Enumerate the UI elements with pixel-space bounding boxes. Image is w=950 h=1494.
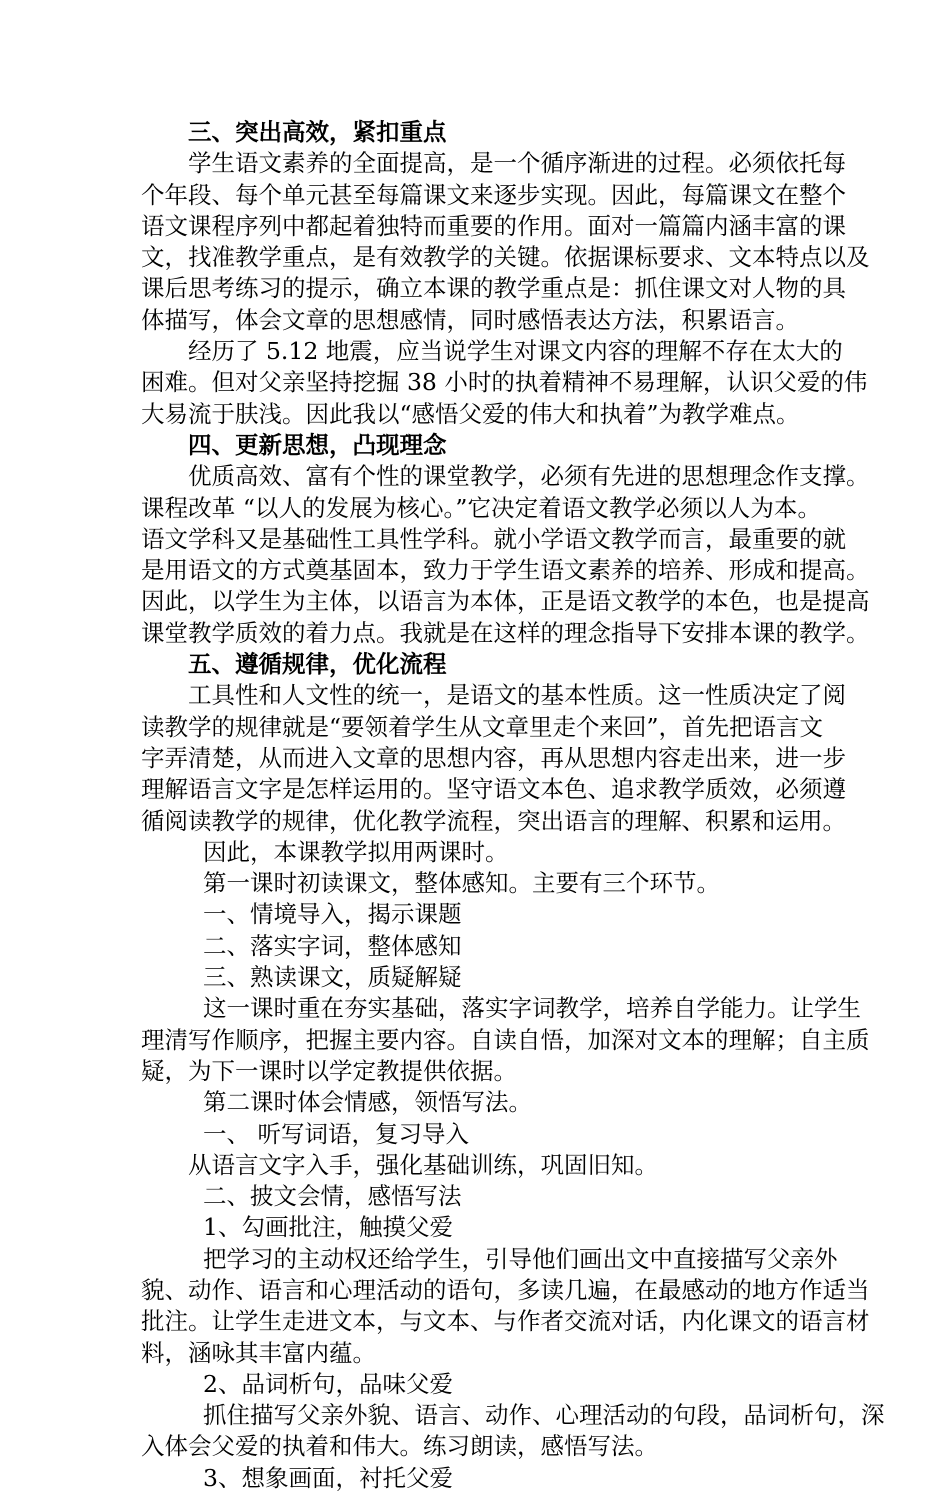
- text-line: 这一课时重在夯实基础，落实字词教学，培养自学能力。让学生: [203, 994, 861, 1023]
- text-line: 经历了 5.12 地震，应当说学生对课文内容的理解不存在太大的: [188, 337, 843, 366]
- plan-line: 一、 听写词语，复习导入: [203, 1119, 469, 1148]
- text-line: 文，找准教学重点，是有效教学的关键。依据课标要求、文本特点以及: [141, 243, 870, 272]
- text-line: 貌、动作、语言和心理活动的语句，多读几遍，在最感动的地方作适当: [141, 1275, 870, 1304]
- text-line: 字弄清楚，从而进入文章的思想内容，再从思想内容走出来，进一步: [141, 743, 846, 772]
- text-line: 理解语言文字是怎样运用的。坚守语文本色、追求教学质效，必须遵: [141, 775, 846, 804]
- text-line: 因此，以学生为主体，以语言为本体，正是语文教学的本色，也是提高: [141, 587, 870, 616]
- text-line: 优质高效、富有个性的课堂教学，必须有先进的思想理念作支撑。: [188, 462, 870, 491]
- plan-line: 一、情境导入，揭示课题: [203, 900, 462, 929]
- text-line: 语文学科又是基础性工具性学科。就小学语文教学而言，最重要的就: [141, 524, 846, 553]
- text-line: 理清写作顺序，把握主要内容。自读自悟，加深对文本的理解；自主质: [141, 1025, 870, 1054]
- paragraph: [141, 148, 870, 336]
- text-line: 课程改革 “以人的发展为核心。”它决定着语文教学必须以人为本。: [141, 493, 821, 522]
- paragraph: [141, 680, 846, 836]
- plan-line: 二、落实字词，整体感知: [203, 931, 462, 960]
- text-line: 课堂教学质效的着力点。我就是在这样的理念指导下安排本课的教学。: [141, 618, 870, 647]
- paragraph: [141, 1400, 885, 1463]
- text-line: 学生语文素养的全面提高，是一个循序渐进的过程。必须依托每: [188, 149, 846, 178]
- plan-line: 二、披文会情，感悟写法: [203, 1182, 462, 1211]
- text-line: 读教学的规律就是“要领着学生从文章里走个来回”，首先把语言文: [141, 712, 824, 741]
- text-line: 入体会父爱的执着和伟大。练习朗读，感悟写法。: [141, 1432, 658, 1461]
- text-line: 课后思考练习的提示，确立本课的教学重点是：抓住课文对人物的具: [141, 274, 846, 303]
- text-line: 料，涵咏其丰富内蕴。: [141, 1338, 376, 1367]
- text-line: 体描写，体会文章的思想感情，同时感悟表达方法，积累语言。: [141, 305, 799, 334]
- text-line: 批注。让学生走进文本，与文本、与作者交流对话，内化课文的语言材: [141, 1307, 870, 1336]
- section-heading: 五、遵循规律，优化流程: [188, 650, 447, 679]
- plan-line: 三、熟读课文，质疑解疑: [203, 963, 462, 992]
- text-line: 循阅读教学的规律，优化教学流程，突出语言的理解、积累和运用。: [141, 806, 846, 835]
- text-line: 抓住描写父亲外貌、语言、动作、心理活动的句段，品词析句，深: [203, 1401, 885, 1430]
- text-line: 大易流于肤浅。因此我以“感悟父爱的伟大和执着”为教学难点。: [141, 399, 800, 428]
- plan-line: 1、勾画批注，触摸父爱: [203, 1213, 453, 1242]
- paragraph: [141, 336, 868, 430]
- plan-line: 从语言文字入手，强化基础训练，巩固旧知。: [188, 1150, 658, 1179]
- text-line: 语文课程序列中都起着独特而重要的作用。面对一篇篇内涵丰富的课: [141, 211, 846, 240]
- text-line: 工具性和人文性的统一，是语文的基本性质。这一性质决定了阅: [188, 681, 846, 710]
- paragraph: [141, 993, 870, 1087]
- plan-line: 2、品词析句，品味父爱: [203, 1369, 453, 1398]
- plan-line: 3、想象画面，衬托父爱: [203, 1463, 453, 1492]
- text-line: 个年段、每个单元甚至每篇课文来逐步实现。因此，每篇课文在整个: [141, 180, 846, 209]
- section-heading: 三、突出高效，紧扣重点: [188, 118, 447, 146]
- text-line: 是用语文的方式奠基固本，致力于学生语文素养的培养、形成和提高。: [141, 556, 870, 585]
- paragraph: [141, 1244, 870, 1369]
- text-line: 把学习的主动权还给学生，引导他们画出文中直接描写父亲外: [203, 1244, 838, 1273]
- document-body: [141, 117, 885, 1494]
- plan-line: 第二课时体会情感，领悟写法。: [203, 1088, 532, 1117]
- text-line: 困难。但对父亲坚持挖掘 38 小时的执着精神不易理解，认识父爱的伟: [141, 368, 868, 397]
- plan-line: 第一课时初读课文，整体感知。主要有三个环节。: [203, 869, 720, 898]
- plan-line: 因此，本课教学拟用两课时。: [203, 837, 509, 866]
- text-line: 疑，为下一课时以学定教提供依据。: [141, 1056, 517, 1085]
- paragraph: [141, 461, 870, 649]
- section-heading: 四、更新思想，凸现理念: [188, 430, 447, 459]
